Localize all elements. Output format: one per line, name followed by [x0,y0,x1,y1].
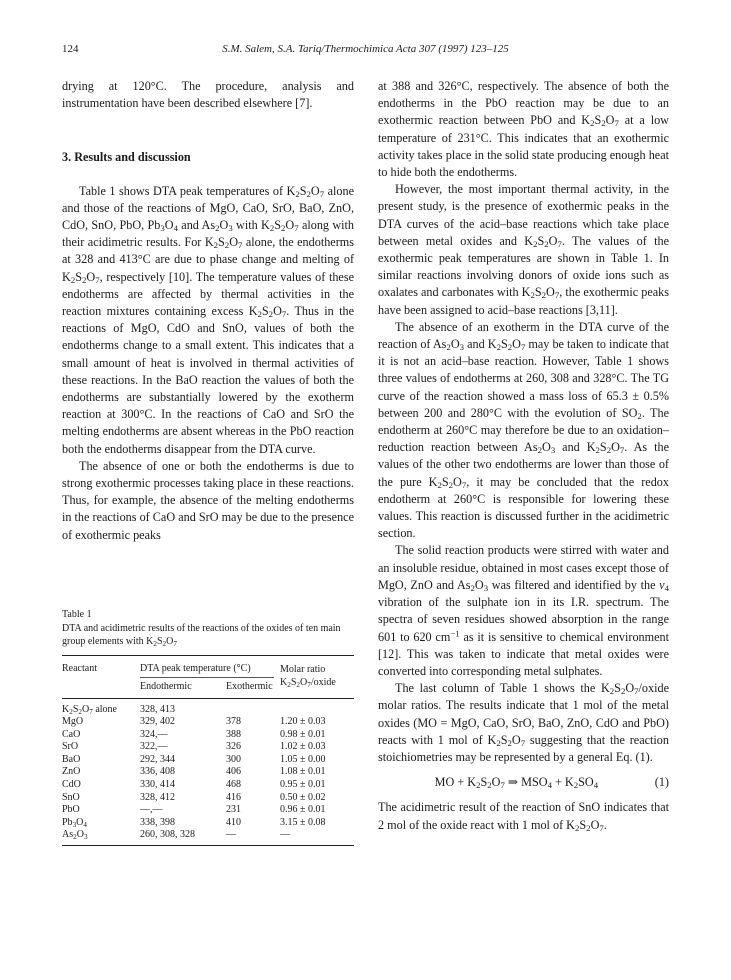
continued-paragraph: drying at 120°C. The procedure, analysis and instrumentation have been described elsewhere [7]. [62,79,354,111]
table-row [62,741,354,754]
reactant-cell: $Pb_3O_4$ [62,816,87,829]
reactant-cell: SnO [62,791,80,803]
endothermic-cell: 260, 308, 328 [140,829,195,841]
paragraph: Table 1 shows DTA peak temperatures of $K_2S_2O_7$ alone and those of the reactions of MgO, CaO, SrO, BaO, ZnO, CdO, SnO, PbO, $Pb_3O_4$ and $As_2O_3$ with $K_2S_2O_7$ along with their acidimetric results. For $K_2S_2O_7$ alone, the endotherms at 328 and 413°C are due to phase change and melting of $K_2S_2O_7$, respectively [10]. The temperature values of these endotherms are affected by thermal activities in the reaction mixtures containing excess $K_2S_2O_7$. Thus in the reactions of MgO, CdO and SnO, values of both the endotherms change to a small extent. This indicates that a small amount of heat is involved in thermal activities of these reactions. In the BaO reaction the values of both the endotherms are substantially lowered by the exotherm reaction at 300°C. In the reactions of CaO and SrO the melting endotherms are absent whereas in the PbO reaction both the endotherms disappear from the DTA curve. [62,183,355,456]
col-header-molar-ratio: Molar ratio $K_2S_2O_7$/oxide [280,663,336,689]
table-row [62,729,354,742]
molar-ratio-cell: 0.95 ± 0.01 [280,779,326,791]
molar-ratio-cell: 0.98 ± 0.01 [280,728,326,740]
table-label: Table 1 [62,609,92,620]
right-column [378,78,669,834]
equation [378,774,669,791]
molar-ratio-cell: 1.05 ± 0.00 [280,753,326,765]
molar-ratio-cell: 3.15 ± 0.08 [280,816,326,828]
reactant-cell: BaO [62,753,81,765]
table-caption-text: DTA and acidimetric results of the reactions of the oxides of ten main group elements with $K_2S_2O_7$ [62,622,341,648]
table-row [62,829,354,845]
paragraph: The solid reaction products were stirred with water and an insoluble residue, obtained in most cases except those of MgO, ZnO and $As_2O_3$ was filtered and identified by the $\nu_4$ vibration of the sulphate ion in its I.R. spectrum. The spectra of seven residues showed absorption in the range 601 to 620 $cm^{-1}$ as it is sensitive to chemical environment [12]. This was taken to indicate that metal oxides were converted into corresponding metal sulphates. [378,543,669,678]
table-row [62,817,354,830]
exothermic-cell: 326 [226,741,241,753]
table-row [62,804,354,817]
exothermic-cell: — [226,829,236,841]
paragraph: The acidimetric result of the reaction of SnO indicates that 2 mol of the oxide react with 1 mol of $K_2S_2O_7$. [378,800,669,833]
reactant-cell: PbO [62,804,80,816]
reactant-cell: SrO [62,741,79,753]
table-row [62,716,354,729]
col-header-exothermic: Exothermic [226,680,273,692]
endothermic-cell: 322,— [140,741,168,753]
endothermic-cell: —,— [140,804,163,816]
endothermic-cell: 329, 402 [140,716,175,728]
running-title: S.M. Salem, S.A. Tariq/Thermochimica Acta 307 (1997) 123–125 [222,43,509,55]
reactant-cell: MgO [62,716,84,728]
dta-table [62,655,354,847]
exothermic-cell: 406 [226,766,241,778]
molar-ratio-cell: — [280,829,290,841]
exothermic-cell [226,698,280,716]
exothermic-cell: 300 [226,753,241,765]
molar-ratio-cell: 1.20 ± 0.03 [280,716,326,728]
equation-body: MO + $K_2S_2O_7$ ⇒ $MSO_4 + K_2SO_4$ [434,775,599,791]
exothermic-cell: 468 [226,779,241,791]
endothermic-cell: 324,— [140,728,168,740]
continued-paragraph: at 388 and 326°C, respectively. The absence of both the endotherms in the PbO reaction may be due to an exothermic reaction between PbO and $K_2S_2O_7$ at a low temperature of 231°C. This indicates that an exothermic activity takes place in the solid state producing enough heat to hide both the endotherms. [378,79,669,180]
reactant-cell: $K_2S_2O_7$ alone [62,703,117,716]
col-header-endothermic: Endothermic [140,680,192,692]
endothermic-cell: 336, 408 [140,766,175,778]
endothermic-cell: 338, 398 [140,816,175,828]
paragraph: The last column of Table 1 shows the $K_2S_2O_7$/oxide molar ratios. The results indicate that 1 mol of the metal oxides (MO = MgO, CaO, SrO, BaO, ZnO, CdO and PbO) reacts with 1 mol of $K_2S_2O_7$ suggesting that the reaction stoichiometries may be represented by a general Eq. (1). [378,681,669,764]
table-1 [62,608,354,846]
col-header-dta-text: DTA peak temperature (°C) [140,663,274,678]
running-header [62,43,669,57]
equation-number: (1) [654,775,669,790]
table-row [62,779,354,792]
reactant-cell: $As_2O_3$ [62,829,88,842]
endothermic-cell: 330, 414 [140,779,175,791]
molar-ratio-cell: 1.02 ± 0.03 [280,741,326,753]
exothermic-cell: 416 [226,791,241,803]
table-row [62,698,354,716]
exothermic-cell: 410 [226,816,241,828]
paragraph: The absence of one or both the endotherms is due to strong exothermic processes taking place in these reactions. Thus, for example, the absence of the melting endotherms in the reactions of CaO and SrO may be due to the presence of exothermic peaks [62,458,354,542]
reactant-cell: CdO [62,779,81,791]
table-body [62,698,354,846]
table-row [62,754,354,767]
section-heading: 3. Results and discussion [62,150,191,165]
exothermic-cell: 231 [226,804,241,816]
endothermic-cell: 292, 344 [140,753,175,765]
table-row [62,766,354,779]
left-column [62,78,354,544]
molar-ratio-cell: 0.96 ± 0.01 [280,804,326,816]
molar-ratio-cell [280,698,354,716]
table-caption [62,608,354,649]
reactant-cell: CaO [62,728,81,740]
paragraph: However, the most important thermal activity, in the present study, is the presence of exothermic peaks in the DTA curves of the acid–base reactions which take place between metal oxides and $K_2S_2O_7$. The values of the exothermic peak temperatures are shown in Table 1. In similar reactions involving donors of oxide ions such as oxalates and carbonates with $K_2S_2O_7$, the exothermic peaks have been assigned to acid–base reactions [3,11]. [378,182,669,317]
reactant-cell: ZnO [62,766,81,778]
endothermic-cell: 328, 412 [140,791,175,803]
endothermic-cell: 328, 413 [140,703,175,715]
molar-ratio-cell: 0.50 ± 0.02 [280,791,326,803]
col-header-reactant: Reactant [62,662,97,674]
page-number: 124 [62,43,79,55]
paragraph: The absence of an exotherm in the DTA curve of the reaction of $As_2O_3$ and $K_2S_2O_7$ may be taken to indicate that it is not an acid–base reaction. However, Table 1 shows three values of endotherms at 260, 308 and 328°C. The TG curve of the reaction showed a mass loss of 65.3 ± 0.5% between 200 and 280°C with the evolution of $SO_2$. The endotherm at 260°C may therefore be due to an oxidation–reduction reaction between $As_2O_3$ and $K_2S_2O_7$. As the values of the other two endotherms are lower than those of the pure $K_2S_2O_7$, it may be concluded that the redox endotherm at 260°C is responsible for lowering these values. This reaction is discussed further in the acidimetric section. [378,319,670,541]
exothermic-cell: 378 [226,716,241,728]
table-row [62,792,354,805]
col-header-dta [140,655,280,681]
exothermic-cell: 388 [226,728,241,740]
molar-ratio-cell: 1.08 ± 0.01 [280,766,326,778]
